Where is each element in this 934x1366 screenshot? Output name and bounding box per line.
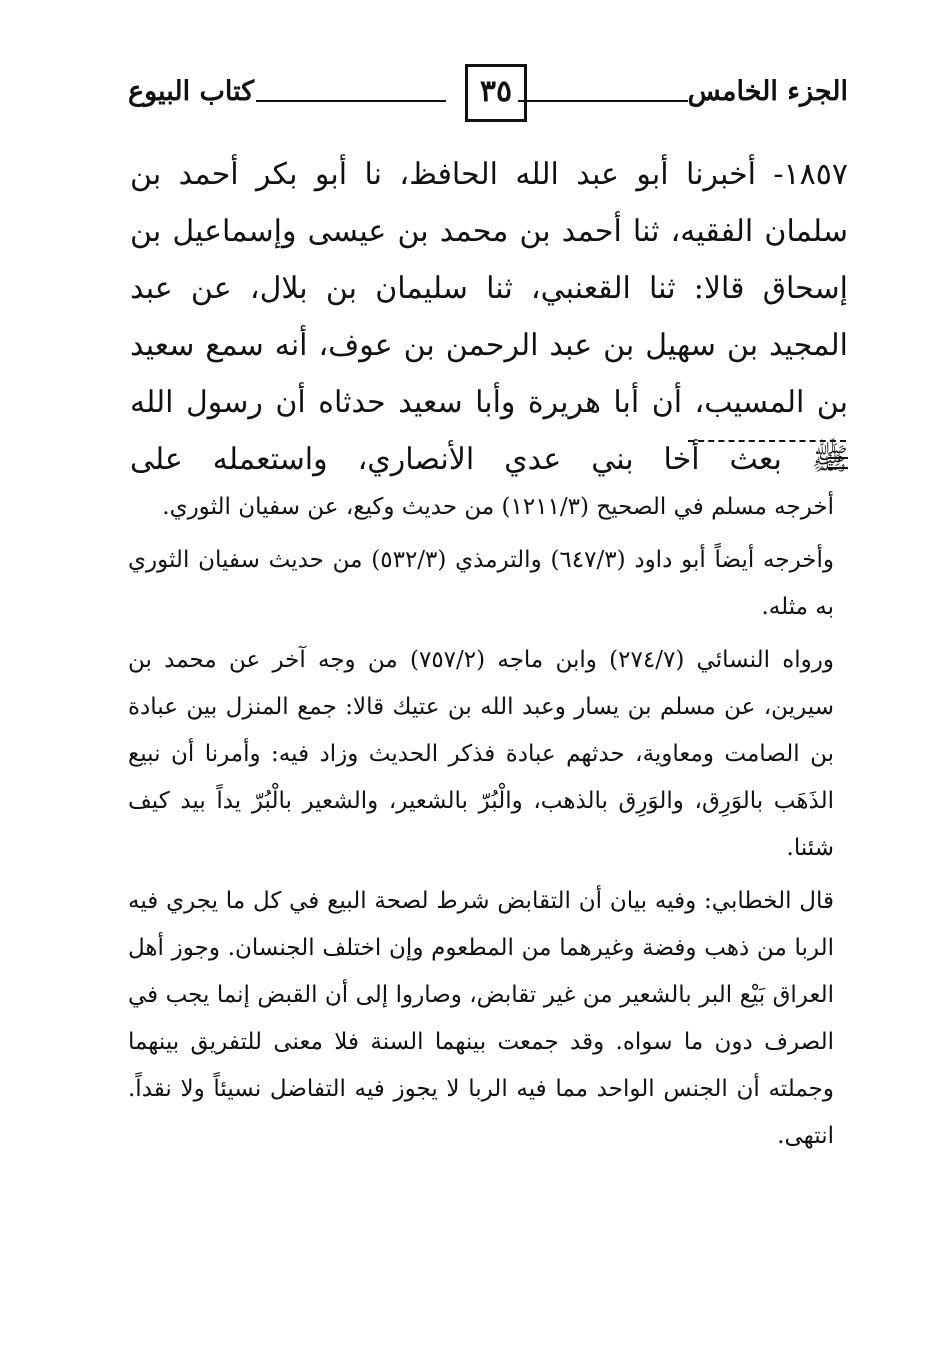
footnote-paragraph: قال الخطابي: وفيه بيان أن التقابض شرط لصحة البيع في كل ما يجري فيه الربا من ذهب وفضة وغيرهما من المطعوم وإن اختلف الجنسان. وجوز أهل العراق بَيْع البر بالشعير من غير تقابض، وصاروا إلى أن القبض إنما يجب في الصرف دون ما سواه. وقد جمعت بينهما السنة فلا معنى للتفريق بينهما وجملته أن الجنس الواحد مما فيه الربا لا يجوز فيه التفاضل نسيئاً ولا نقداً. انتهى.	[128, 888, 834, 1149]
footnotes	[128, 484, 834, 1166]
hadith-main-text	[130, 146, 848, 488]
footnote-paragraph: أخرجه مسلم في الصحيح (١٢١١/٣) من حديث وكيع، عن سفيان الثوري.	[162, 494, 834, 520]
header-rule-left	[256, 100, 446, 102]
header-rule-right	[518, 100, 688, 102]
book-title: كتاب البيوع	[128, 76, 255, 107]
page-number: ٣٥	[465, 64, 527, 122]
hadith-paragraph: ١٨٥٧- أخبرنا أبو عبد الله الحافظ، نا أبو بكر أحمد بن سلمان الفقيه، ثنا أحمد بن محمد بن عيسى وإسماعيل بن إسحاق قالا: ثنا القعنبي، ثنا سليمان بن بلال، عن عبد المجيد بن سهيل بن عبد الرحمن بن عوف، أنه سمع سعيد بن المسيب، أن أبا هريرة وأبا سعيد حدثاه أن رسول الله ﷺ بعث أخا بني عدي الأنصاري، واستعمله على	[130, 157, 848, 477]
continuation-mark	[828, 457, 848, 469]
footnote-paragraph: ورواه النسائي (٢٧٤/٧) وابن ماجه (٧٥٧/٢) من وجه آخر عن محمد بن سيرين، عن مسلم بن يسار وعبد الله بن عتيك قالا: جمع المنزل بين عبادة بن الصامت ومعاوية، حدثهم عبادة فذكر الحديث وزاد فيه: وأمرنا أن نبيع الذَهَب بالوَرِق، والوَرِق بالذهب، والْبُرّ بالشعير، والشعير بالْبُرّ يداً بيد كيف شئنا.	[128, 647, 834, 861]
part-title: الجزء الخامس	[687, 76, 848, 107]
footnote-separator	[688, 440, 846, 442]
running-header	[128, 62, 848, 130]
footnote-paragraph: وأخرجه أيضاً أبو داود (٦٤٧/٣) والترمذي (٥٣٢/٣) من حديث سفيان الثوري به مثله.	[128, 547, 834, 620]
